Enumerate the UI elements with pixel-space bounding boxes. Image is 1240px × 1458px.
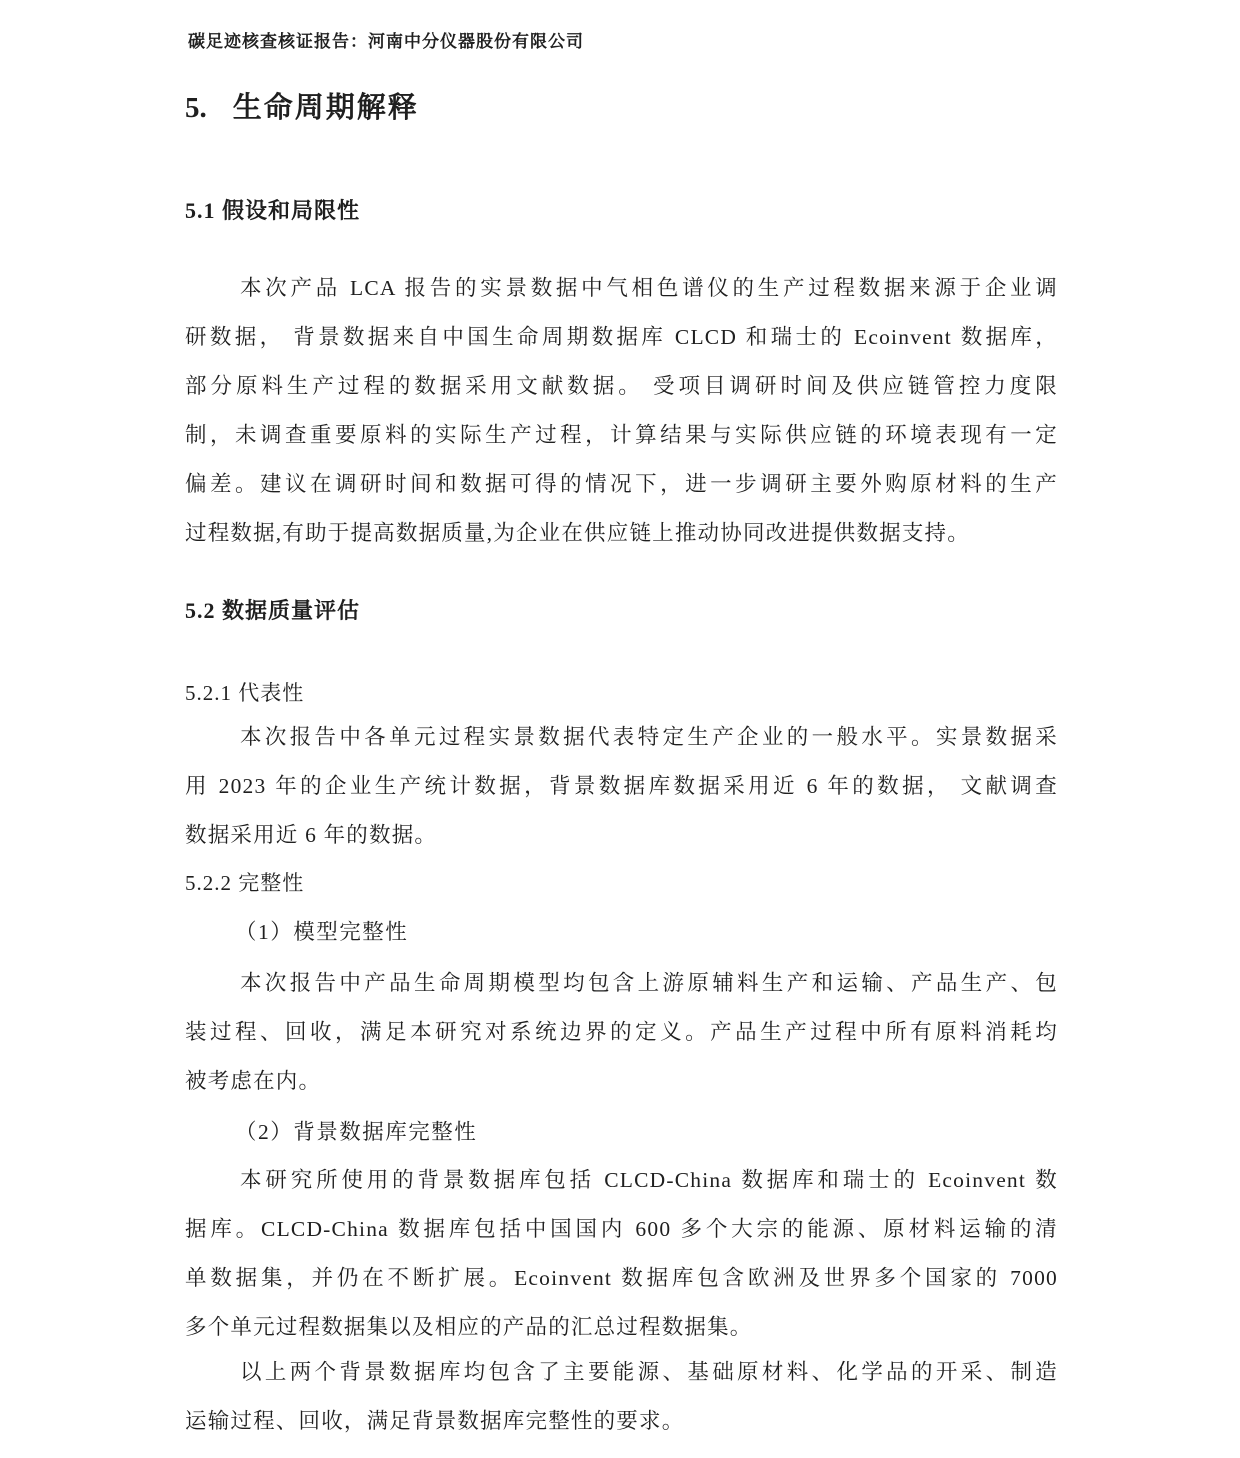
section-5-2-heading: 5.2 数据质量评估	[185, 598, 361, 623]
paragraph-line: 用 2023 年的企业生产统计数据，背景数据库数据采用近 6 年的数据， 文献调查	[185, 774, 1058, 798]
section-5-2-1-heading: 5.2.1 代表性	[185, 681, 305, 705]
model-completeness-paragraph	[185, 959, 1058, 1106]
section-5-2-1-paragraph	[185, 713, 1058, 860]
paragraph-line: 多个单元过程数据集以及相应的产品的汇总过程数据集。	[185, 1315, 753, 1339]
closing-paragraph	[185, 1348, 1058, 1446]
paragraph-line: 本次报告中产品生命周期模型均包含上游原辅料生产和运输、产品生产、包	[240, 971, 1058, 995]
paragraph-line: 本研究所使用的背景数据库包括 CLCD-China 数据库和瑞士的 Ecoinvent 数	[240, 1168, 1058, 1192]
paragraph-line: 过程数据,有助于提高数据质量,为企业在供应链上推动协同改进提供数据支持。	[185, 521, 970, 545]
paragraph-line: 偏差。建议在调研时间和数据可得的情况下，进一步调研主要外购原材料的生产	[185, 472, 1058, 496]
section-5-1-heading: 5.1 假设和局限性	[185, 198, 361, 223]
paragraph-line: 本次产品 LCA 报告的实景数据中气相色谱仪的生产过程数据来源于企业调	[240, 276, 1058, 300]
paragraph-line: 本次报告中各单元过程实景数据代表特定生产企业的一般水平。实景数据采	[240, 725, 1058, 749]
chapter-title: 生命周期解释	[232, 92, 419, 124]
background-db-completeness-subheading: （2）背景数据库完整性	[235, 1120, 478, 1144]
report-header: 碳足迹核查核证报告：河南中分仪器股份有限公司	[188, 32, 584, 51]
paragraph-line: 被考虑在内。	[185, 1069, 322, 1093]
chapter-number: 5.	[185, 92, 207, 124]
paragraph-line: 运输过程、回收，满足背景数据库完整性的要求。	[185, 1409, 685, 1433]
section-5-2-2-heading: 5.2.2 完整性	[185, 871, 305, 895]
chapter-heading	[185, 85, 1058, 126]
paragraph-line: 单数据集，并仍在不断扩展。Ecoinvent 数据库包含欧洲及世界多个国家的 7000	[185, 1266, 1058, 1290]
background-db-paragraph	[185, 1156, 1058, 1352]
paragraph-line: 部分原料生产过程的数据采用文献数据。 受项目调研时间及供应链管控力度限	[185, 374, 1058, 398]
paragraph-line: 据库。CLCD-China 数据库包括中国国内 600 多个大宗的能源、原材料运输的清	[185, 1217, 1058, 1241]
paragraph-line: 研数据， 背景数据来自中国生命周期数据库 CLCD 和瑞士的 Ecoinvent 数据库，	[185, 325, 1058, 349]
paragraph-line: 制，未调查重要原料的实际生产过程，计算结果与实际供应链的环境表现有一定	[185, 423, 1058, 447]
paragraph-line: 数据采用近 6 年的数据。	[185, 823, 438, 847]
paragraph-line: 以上两个背景数据库均包含了主要能源、基础原材料、化学品的开采、制造	[240, 1360, 1058, 1384]
section-5-1-paragraph	[185, 264, 1058, 558]
model-completeness-subheading: （1）模型完整性	[235, 920, 409, 944]
paragraph-line: 装过程、回收，满足本研究对系统边界的定义。产品生产过程中所有原料消耗均	[185, 1020, 1058, 1044]
